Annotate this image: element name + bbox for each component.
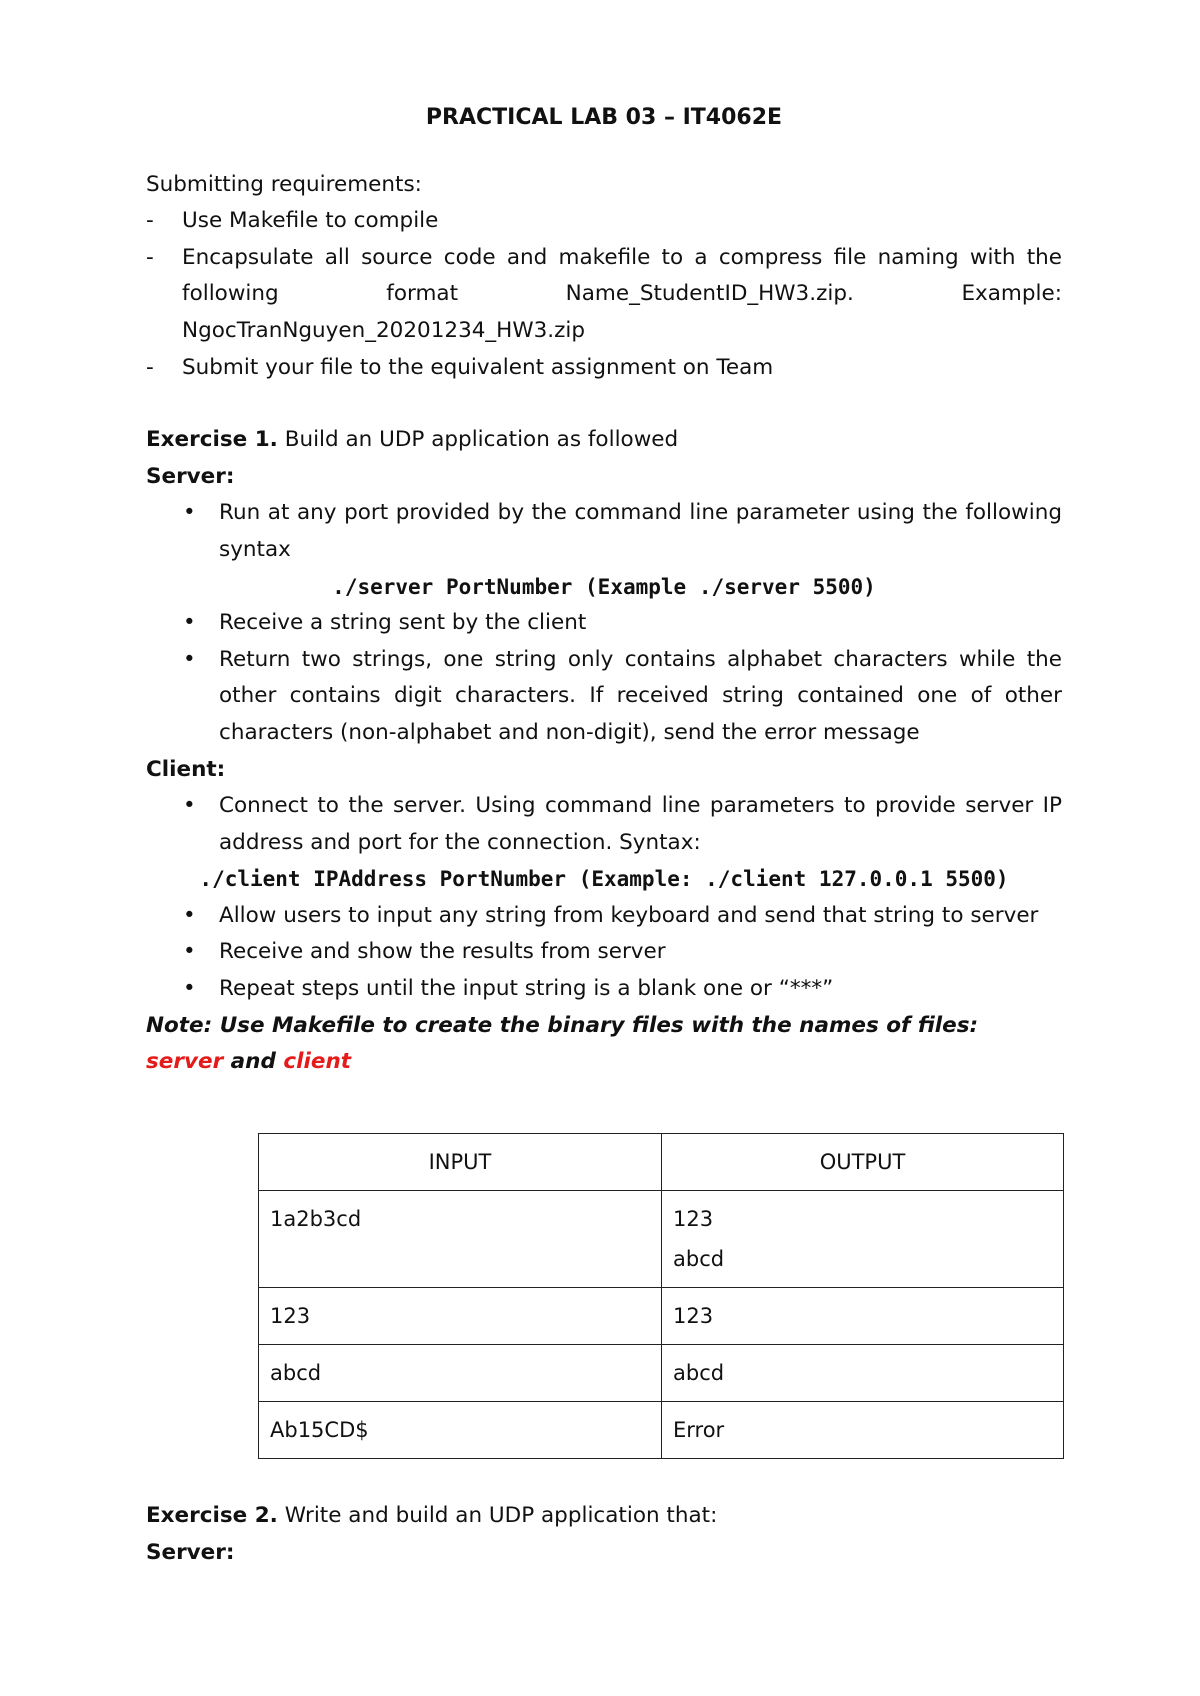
exercise1-client-list xyxy=(146,788,1062,861)
table-cell-input: abcd xyxy=(259,1345,662,1402)
table-row xyxy=(259,1402,1064,1459)
requirement-example-file: NgocTranNguyen_20201234_HW3.zip xyxy=(182,317,586,343)
table-cell-output: 123 xyxy=(662,1288,1064,1345)
server-item: • Receive a string sent by the client xyxy=(183,610,587,636)
client-item: • Receive and show the results from server xyxy=(183,939,666,965)
table-cell-output: Error xyxy=(662,1402,1064,1459)
exercise1-server-list xyxy=(146,495,1062,568)
server-item: • Run at any port provided by the command line parameter using the following syntax xyxy=(183,500,1062,562)
client-item: • Repeat steps until the input string is a blank one or “***” xyxy=(183,976,834,1002)
client-syntax: ./client IPAddress PortNumber (Example: ./client 127.0.0.1 5500) xyxy=(199,867,1009,892)
exercise2-heading: Exercise 2. Write and build an UDP application that: xyxy=(146,1503,718,1528)
note-client-name: client xyxy=(283,1049,352,1075)
exercise1-heading: Exercise 1. Build an UDP application as followed xyxy=(146,427,679,453)
client-item: • Connect to the server. Using command line parameters to provide server IP address and port for the connection. Syntax: xyxy=(183,793,1062,855)
requirement-item: - Use Makefile to compile xyxy=(146,203,1062,240)
exercise1-server-label: Server: xyxy=(146,463,235,489)
requirement-item xyxy=(146,240,1062,350)
table-header-row xyxy=(259,1134,1064,1191)
table-cell-input: 123 xyxy=(259,1288,662,1345)
table-header-output: OUTPUT xyxy=(662,1134,1064,1191)
exercise2-section xyxy=(146,1498,1062,1571)
document-page xyxy=(146,100,1062,1081)
table-cell-output: abcd xyxy=(662,1345,1064,1402)
table-header-input: INPUT xyxy=(259,1134,662,1191)
io-example-table xyxy=(258,1133,1064,1459)
makefile-note: Note: Use Makefile to create the binary files with the names of files: server and client xyxy=(146,1012,979,1075)
requirements-heading: Submitting requirements: xyxy=(146,171,422,197)
table-cell-input: Ab15CD$ xyxy=(259,1402,662,1459)
server-syntax: ./server PortNumber (Example ./server 5500) xyxy=(332,574,876,599)
table-row xyxy=(259,1191,1064,1288)
client-item: • Allow users to input any string from keyboard and send that string to server xyxy=(183,902,1039,928)
note-server-name: server xyxy=(146,1049,224,1075)
document-title: PRACTICAL LAB 03 – IT4062E xyxy=(425,105,783,130)
table-cell-output: 123 abcd xyxy=(662,1191,1064,1288)
table-cell-input: 1a2b3cd xyxy=(259,1191,662,1288)
requirement-format-line: following format Name_StudentID_HW3.zip. Example: xyxy=(182,281,1062,307)
table-row xyxy=(259,1288,1064,1345)
requirement-item: - Submit your file to the equivalent assignment on Team xyxy=(146,350,1062,387)
requirement-text: - Encapsulate all source code and makefile to a compress file naming with the xyxy=(182,244,1062,270)
requirements-list xyxy=(146,203,1062,386)
server-item: • Return two strings, one string only contains alphabet characters while the other contains digit characters. If received string contained one of other characters (non-alphabet and non-digit), send the error message xyxy=(183,646,1062,745)
exercise1-client-label: Client: xyxy=(146,756,226,782)
table-row xyxy=(259,1345,1064,1402)
exercise2-server-label: Server: xyxy=(146,1539,235,1565)
